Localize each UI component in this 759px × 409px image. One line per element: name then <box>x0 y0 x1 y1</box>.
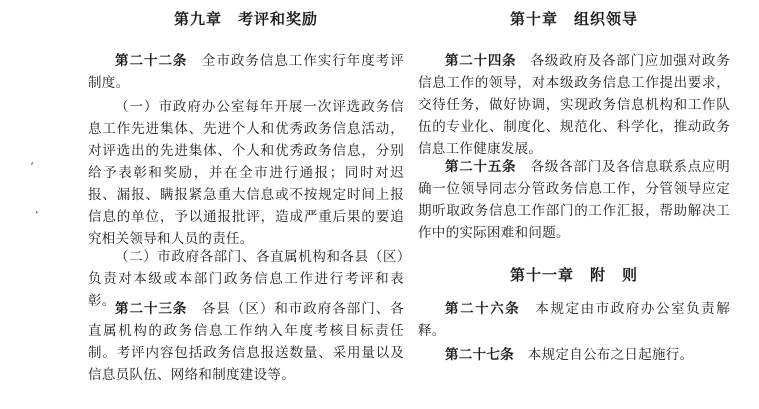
article-23-number: 第二十三条 <box>115 301 188 317</box>
article-26 <box>418 298 730 342</box>
article-23 <box>88 298 404 386</box>
article-22-item-1: （一）市政府办公室每年开展一次评选政务信息工作先进集体、先进个人和优秀政务信息活动，对评选出的先进集体、个人和优秀政务信息，分别给予表彰和奖励，并在全市进行通报；同时对迟报、漏报、瞒报紧急重大信息或不按规定时间上报信息的单位，予以通报批评，造成严重后果的要追究相关领导和人员的责任。 <box>88 99 404 247</box>
article-25-number: 第二十五条 <box>445 159 517 175</box>
article-24 <box>418 50 730 160</box>
scan-mark: ʻ <box>30 160 34 174</box>
article-22-number: 第二十二条 <box>115 53 188 69</box>
article-23-text: 各县（区）和市政府各部门、各直属机构的政务信息工作纳入年度考核目标责任制。考评内容包括政务信息报送数量、采用量以及信息员队伍、网络和制度建设等。 <box>88 301 405 383</box>
article-22-item-2: （二）市政府各部门、各直属机构和各县（区）负责对本级或本部门政务信息工作进行考评和表彰。 <box>88 249 404 309</box>
chapter-10-title: 第十章 组织领导 <box>509 10 638 28</box>
chapter-9-title: 第九章 考评和奖励 <box>173 10 318 28</box>
article-24-number: 第二十四条 <box>445 53 517 69</box>
article-24-text: 各级政府及各部门应加强对政务信息工作的领导，对本级政务信息工作提出要求，交待任务，做好协调，实现政务信息机构和工作队伍的专业化、制度化、规范化、科学化，推动政务信息工作健康发展。 <box>418 53 731 157</box>
article-27-text: 本规定自公布之日起施行。 <box>514 347 694 363</box>
chapter-11-title: 第十一章 附 则 <box>509 266 638 284</box>
article-26-number: 第二十六条 <box>445 301 521 317</box>
article-27 <box>418 344 730 366</box>
article-22 <box>88 50 404 94</box>
article-26-text: 本规定由市政府办公室负责解释。 <box>418 301 731 339</box>
article-25-text: 各级各部门及各信息联系点应明确一位领导同志分管政务信息工作，分管领导应定期听取政务信息工作部门的工作汇报，帮助解决工作中的实际困难和问题。 <box>418 159 731 241</box>
article-25 <box>418 156 730 244</box>
article-27-number: 第二十七条 <box>445 347 514 363</box>
article-22-text: 全市政务信息工作实行年度考评制度。 <box>88 53 405 91</box>
scan-mark: ˛ <box>34 200 40 214</box>
